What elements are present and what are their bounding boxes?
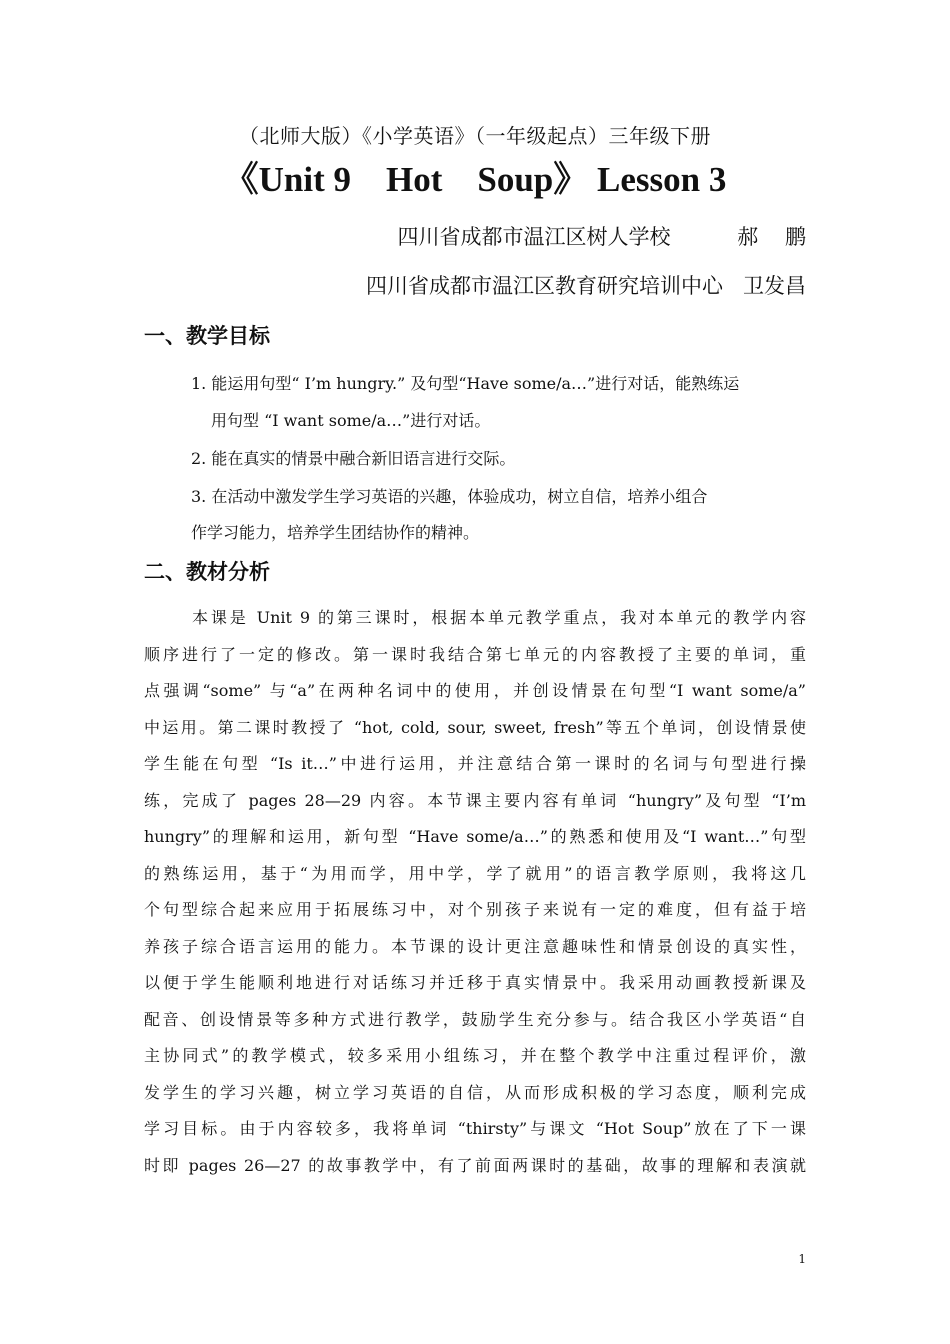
- paragraph-line: 中运用。第二课时教授了 “hot, cold, sour, sweet, fresh”等五个单词，创设情景使: [144, 717, 806, 737]
- section-heading-objectives: 一、教学目标: [144, 324, 270, 348]
- paragraph-line: 顺序进行了一定的修改。第一课时我结合第七单元的内容教授了主要的单词，重: [144, 644, 806, 664]
- paragraph-line: 个句型综合起来应用于拓展练习中，对个别孩子来说有一定的难度，但有益于培: [144, 900, 806, 919]
- goal-line: 2. 能在真实的情景中融合新旧语言进行交际。: [191, 449, 516, 468]
- paragraph-line: 以便于学生能顺利地进行对话练习并迁移于真实情景中。我采用动画教授新课及: [144, 973, 806, 992]
- goal-line: 作学习能力，培养学生团结协作的精神。: [191, 523, 480, 542]
- page-number: 1: [798, 1252, 806, 1266]
- goal-line: 3. 在活动中激发学生学习英语的兴趣，体验成功，树立自信，培养小组合: [191, 487, 708, 506]
- section-heading-analysis: 二、教材分析: [144, 560, 270, 584]
- paragraph-line: 主协同式”的教学模式，较多采用小组练习，并在整个教学中注重过程评价，激: [144, 1046, 806, 1065]
- document-subtitle: （北师大版）《小学英语》（一年级起点）三年级下册: [239, 124, 711, 148]
- paragraph-line: hungry”的理解和运用，新句型 “Have some/a…”的熟悉和使用及“I want…”句型: [144, 827, 806, 846]
- paragraph-line: 学生能在句型 “Is it…”中进行运用，并注意结合第一课时的名词与句型进行操: [144, 754, 806, 773]
- author-line-1: 四川省成都市温江区树人学校 郝 鹏: [397, 225, 806, 249]
- analysis-paragraph: [144, 600, 806, 1184]
- goal-line: 用句型 “I want some/a…”进行对话。: [211, 411, 491, 430]
- paragraph-line: 练，完成了 pages 28—29 内容。本节课主要内容有单词 “hungry”及句型 “I’m: [144, 790, 806, 810]
- paragraph-line: 学习目标。由于内容较多，我将单词 “thirsty”与课文 “Hot Soup”放在了下一课: [144, 1119, 806, 1138]
- paragraph-line: 养孩子综合语言运用的能力。本节课的设计更注意趣味性和情景创设的真实性，: [144, 936, 806, 956]
- author-line-2: 四川省成都市温江区教育研究培训中心 卫发昌: [365, 274, 806, 298]
- paragraph-line: 配音、创设情景等多种方式进行教学，鼓励学生充分参与。结合我区小学英语“自: [144, 1009, 806, 1029]
- paragraph-line: 发学生的学习兴趣，树立学习英语的自信，从而形成积极的学习态度，顺利完成: [144, 1082, 806, 1102]
- goal-line: 1. 能运用句型“ I’m hungry.” 及句型“Have some/a…”进行对话，能熟练运: [191, 374, 740, 393]
- paragraph-line: 本课是 Unit 9 的第三课时，根据本单元教学重点，我对本单元的教学内容: [192, 608, 806, 627]
- paragraph-line: 时即 pages 26—27 的故事教学中，有了前面两课时的基础，故事的理解和表演就: [144, 1155, 806, 1175]
- paragraph-line: 点强调“some” 与“a”在两种名词中的使用，并创设情景在句型“I want some/a”: [144, 681, 806, 700]
- paragraph-line: 的熟练运用，基于“为用而学，用中学，学了就用”的语言教学原则，我将这几: [144, 863, 806, 883]
- document-title: 《Unit 9 Hot Soup》 Lesson 3: [223, 160, 727, 199]
